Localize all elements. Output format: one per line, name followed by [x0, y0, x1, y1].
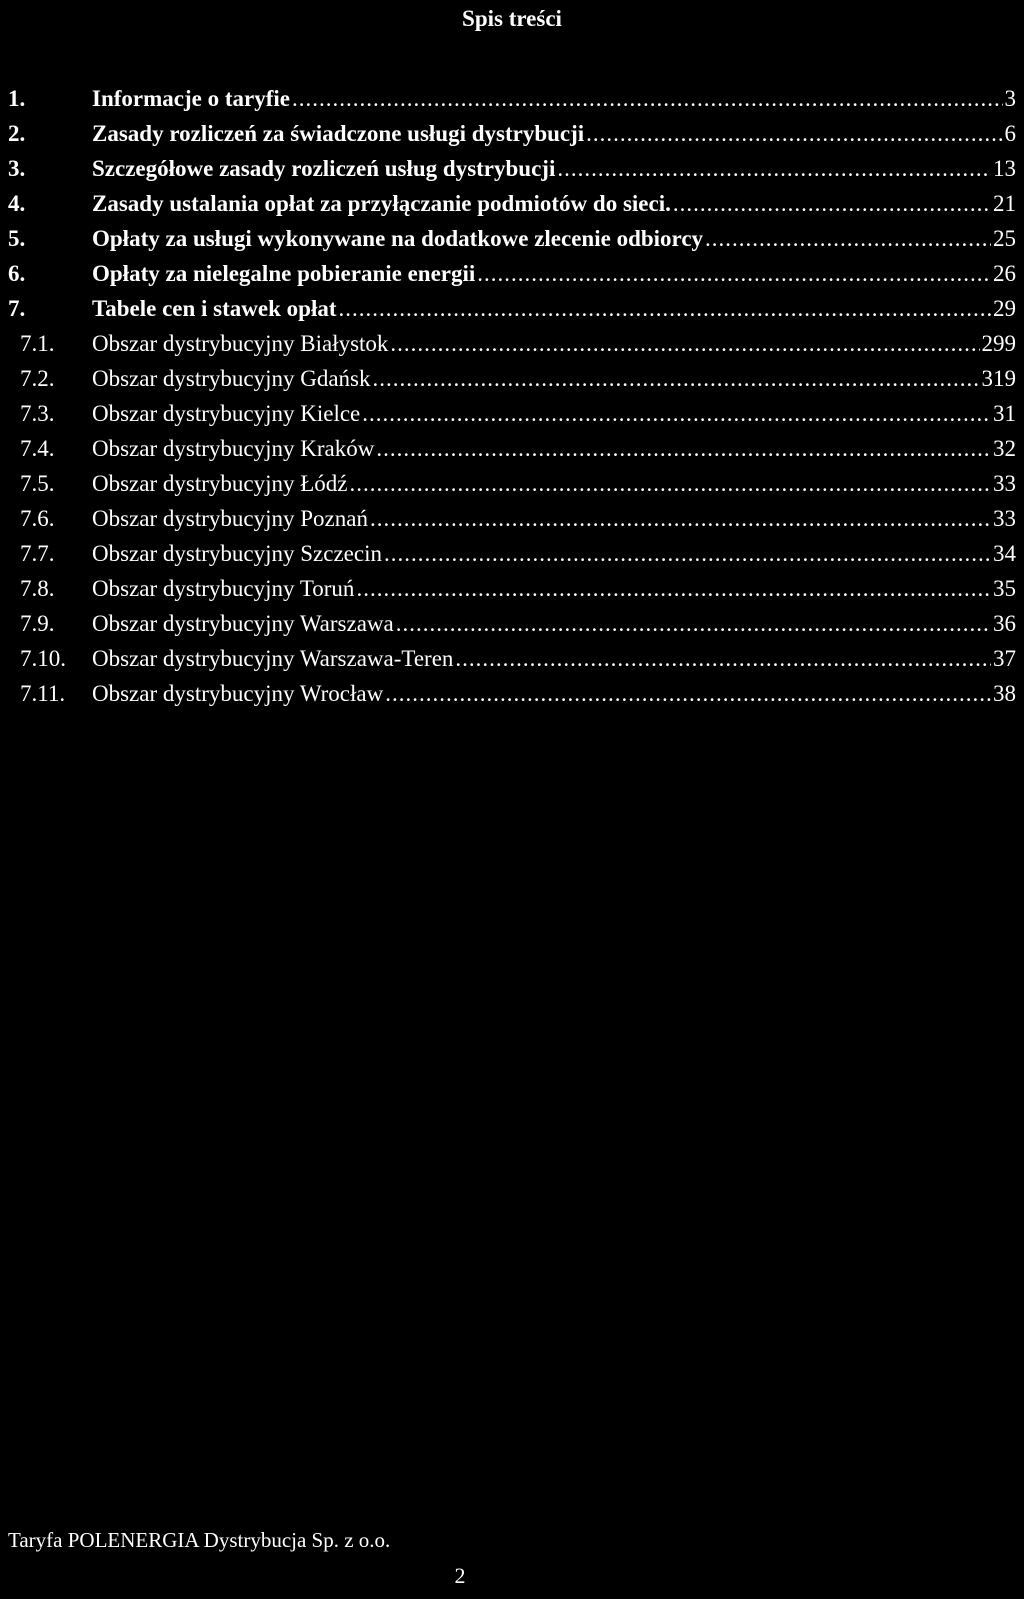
toc-entry-page: 33 [993, 471, 1016, 496]
toc-entry-leader [477, 261, 991, 287]
toc-entry-number: 7.9. [20, 611, 55, 636]
toc-entry-page: 32 [993, 436, 1016, 461]
toc-entry-leader [350, 471, 992, 497]
toc-entry-page: 3 [1004, 86, 1016, 111]
toc-entry-leader [396, 611, 991, 637]
toc-entry-page: 26 [993, 261, 1016, 286]
toc-entry-leader [586, 121, 1002, 147]
toc-entry-leader [362, 401, 991, 427]
toc-entry[interactable] [8, 296, 1016, 331]
toc-entry-label: Obszar dystrybucyjny Kielce [92, 401, 361, 426]
toc-entry[interactable] [8, 611, 1016, 646]
toc-entry-leader [384, 541, 991, 567]
toc-entry[interactable] [8, 471, 1016, 506]
toc-entry-number: 7.3. [20, 401, 55, 426]
toc-entry-page: 37 [993, 646, 1016, 671]
table-of-contents [8, 86, 1016, 716]
toc-entry-label: Obszar dystrybucyjny Warszawa [92, 611, 394, 636]
page-number: 2 [454, 1563, 466, 1588]
toc-entry-label: Obszar dystrybucyjny Szczecin [92, 541, 382, 566]
toc-entry-leader [390, 331, 979, 357]
toc-entry-page: 29 [993, 296, 1016, 321]
toc-entry-number: 7.4. [20, 436, 55, 461]
toc-entry[interactable] [8, 436, 1016, 471]
toc-entry-leader [376, 436, 991, 462]
toc-entry-label: Tabele cen i stawek opłat [92, 296, 337, 321]
toc-entry-page: 6 [1004, 121, 1016, 146]
toc-entry-label: Obszar dystrybucyjny Warszawa-Teren [92, 646, 454, 671]
toc-entry-label: Informacje o taryfie [92, 86, 290, 111]
toc-entry-number: 3. [8, 156, 26, 181]
toc-entry-number: 5. [8, 226, 26, 251]
toc-entry-label: Obszar dystrybucyjny Toruń [92, 576, 355, 601]
toc-entry-leader [373, 366, 980, 392]
toc-entry-page: 38 [993, 681, 1016, 706]
footer-text: Taryfa POLENERGIA Dystrybucja Sp. z o.o. [8, 1528, 391, 1552]
toc-entry-label: Obszar dystrybucyjny Łódź [92, 471, 348, 496]
toc-entry-label: Obszar dystrybucyjny Białystok [92, 331, 389, 356]
toc-entry-label: Obszar dystrybucyjny Wrocław [92, 681, 384, 706]
toc-entry-leader [385, 681, 991, 707]
toc-entry-page: 31 [993, 401, 1016, 426]
toc-entry-page: 21 [993, 191, 1016, 216]
toc-entry-page: 13 [993, 156, 1016, 181]
toc-entry-label: Obszar dystrybucyjny Kraków [92, 436, 375, 461]
toc-entry[interactable] [8, 226, 1016, 261]
toc-entry-label: Obszar dystrybucyjny Poznań [92, 506, 368, 531]
toc-entry-page: 35 [993, 576, 1016, 601]
toc-entry-label: Obszar dystrybucyjny Gdańsk [92, 366, 371, 391]
toc-entry-number: 7.7. [20, 541, 55, 566]
toc-entry-number: 7.5. [20, 471, 55, 496]
toc-entry-number: 2. [8, 121, 26, 146]
toc-entry-number: 7.8. [20, 576, 55, 601]
toc-entry-label: Zasady ustalania opłat za przyłączanie podmiotów do sieci. [92, 191, 671, 216]
toc-entry-number: 7.1. [20, 331, 55, 356]
toc-entry[interactable] [8, 261, 1016, 296]
toc-entry-leader [455, 646, 991, 672]
toc-entry-number: 1. [8, 86, 26, 111]
toc-entry[interactable] [8, 401, 1016, 436]
toc-entry-page: 34 [993, 541, 1016, 566]
toc-entry[interactable] [8, 331, 1016, 366]
toc-entry-number: 7. [8, 296, 26, 321]
toc-entry[interactable] [8, 86, 1016, 121]
toc-entry-number: 7.6. [20, 506, 55, 531]
page-title: Spis treści [462, 6, 562, 31]
toc-entry-label: Szczegółowe zasady rozliczeń usług dystrybucji [92, 156, 556, 181]
toc-entry-number: 7.11. [20, 681, 66, 706]
toc-entry[interactable] [8, 541, 1016, 576]
toc-entry-page: 319 [981, 366, 1016, 391]
toc-entry-leader [356, 576, 991, 602]
toc-entry[interactable] [8, 191, 1016, 226]
toc-entry-number: 6. [8, 261, 26, 286]
toc-entry[interactable] [8, 366, 1016, 401]
toc-entry-label: Opłaty za nielegalne pobieranie energii [92, 261, 476, 286]
toc-entry-number: 7.2. [20, 366, 55, 391]
toc-entry[interactable] [8, 506, 1016, 541]
toc-entry[interactable] [8, 121, 1016, 156]
toc-entry[interactable] [8, 681, 1016, 716]
toc-entry-page: 299 [981, 331, 1016, 356]
toc-entry[interactable] [8, 156, 1016, 191]
toc-entry[interactable] [8, 576, 1016, 611]
toc-entry-leader [673, 191, 991, 217]
toc-entry-label: Zasady rozliczeń za świadczone usługi dystrybucji [92, 121, 585, 146]
toc-entry-leader [292, 86, 1003, 112]
toc-entry-number: 4. [8, 191, 26, 216]
toc-entry[interactable] [8, 646, 1016, 681]
toc-entry-label: Opłaty za usługi wykonywane na dodatkowe zlecenie odbiorcy [92, 226, 704, 251]
toc-entry-leader [557, 156, 991, 182]
toc-entry-page: 25 [993, 226, 1016, 251]
toc-entry-page: 33 [993, 506, 1016, 531]
toc-entry-leader [705, 226, 991, 252]
toc-entry-page: 36 [993, 611, 1016, 636]
toc-entry-number: 7.10. [20, 646, 66, 671]
toc-entry-leader [370, 506, 991, 532]
toc-entry-leader [339, 296, 992, 322]
